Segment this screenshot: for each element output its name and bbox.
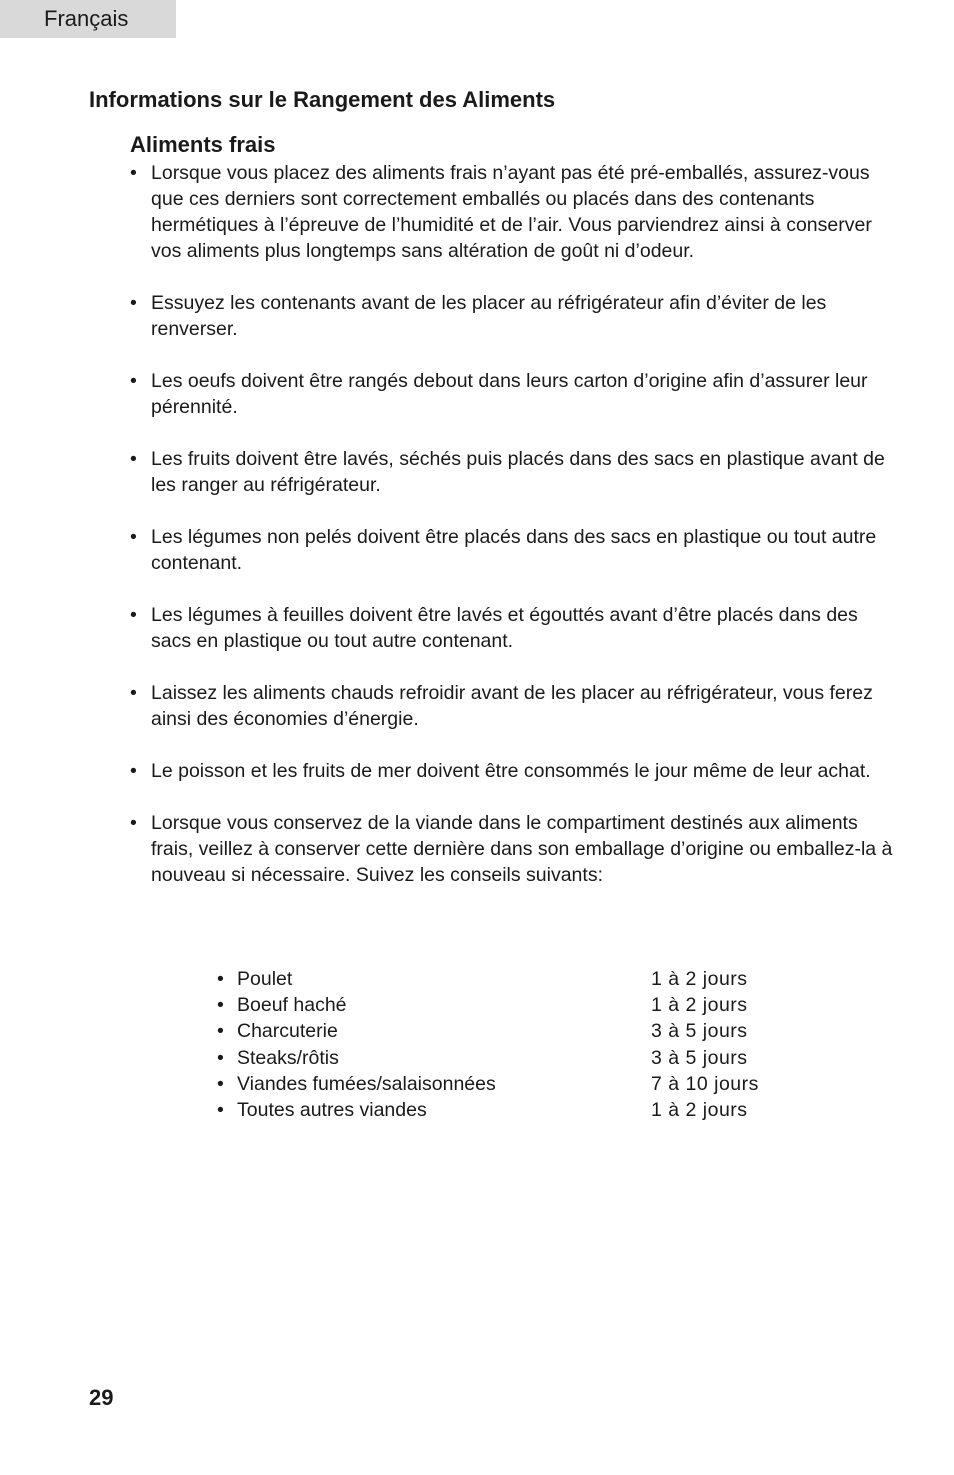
list-item-text: Laissez les aliments chauds refroidir avant de les placer au réfrigérateur, vous ferez ainsi des économies d’énergie.	[151, 682, 873, 730]
storage-item: Poulet	[237, 968, 293, 990]
list-item-text: Lorsque vous conservez de la viande dans le compartiment destinés aux aliments frais, veillez à conserver cette dernière dans son emballage d’origine ou emballez-la à nouveau si nécessaire. Suivez les conseils suivants:	[151, 812, 893, 886]
storage-row	[217, 1018, 817, 1044]
list-item	[130, 524, 900, 576]
bullet-icon: •	[217, 1046, 224, 1069]
list-item	[130, 290, 900, 342]
storage-row	[217, 1045, 817, 1071]
list-item	[130, 446, 900, 498]
bullet-icon: •	[217, 1072, 224, 1095]
storage-row	[217, 992, 817, 1018]
bullet-icon: •	[130, 292, 137, 314]
storage-item: Boeuf haché	[237, 994, 347, 1017]
storage-item: Steaks/rôtis	[237, 1046, 339, 1069]
list-item	[130, 758, 900, 784]
storage-row	[217, 966, 817, 992]
list-item	[130, 602, 900, 654]
list-item-text: Lorsque vous placez des aliments frais n’ayant pas été pré-emballés, assurez-vous que ces derniers sont correctement emballés ou placés dans des contenants hermétiques à l’épreuve de l’humidité et de l’air. Vous parviendrez ainsi à conserver vos aliments plus longtemps sans altération de goût ni d’odeur.	[151, 162, 872, 262]
bullet-icon: •	[217, 968, 224, 990]
list-item-text: Les oeufs doivent être rangés debout dans leurs carton d’origine afin d’assurer leur pérennité.	[151, 370, 868, 418]
bullet-icon: •	[217, 1098, 224, 1121]
bullet-icon: •	[130, 760, 137, 782]
bullet-icon: •	[130, 812, 137, 834]
storage-duration: 1 à 2 jours	[651, 1098, 748, 1121]
list-item-text: Les légumes non pelés doivent être placés dans des sacs en plastique ou tout autre contenant.	[151, 526, 877, 574]
subsection-title: Aliments frais	[130, 132, 276, 157]
meat-storage-table	[217, 966, 817, 1123]
list-item-text: Les fruits doivent être lavés, séchés puis placés dans des sacs en plastique avant de les ranger au réfrigérateur.	[151, 448, 885, 496]
section-title: Informations sur le Rangement des Aliments	[89, 87, 556, 112]
storage-item: Charcuterie	[237, 1020, 338, 1043]
storage-duration: 3 à 5 jours	[651, 1046, 748, 1069]
bullet-icon: •	[130, 370, 137, 392]
list-item-text: Les légumes à feuilles doivent être lavés et égouttés avant d’être placés dans des sacs en plastique ou tout autre contenant.	[151, 604, 858, 652]
bullet-icon: •	[130, 162, 137, 184]
storage-duration: 3 à 5 jours	[651, 1020, 748, 1043]
page-number: 29	[89, 1385, 114, 1410]
list-item	[130, 680, 900, 732]
bullet-icon: •	[217, 994, 224, 1017]
storage-duration: 1 à 2 jours	[651, 968, 748, 990]
list-item-text: Essuyez les contenants avant de les placer au réfrigérateur afin d’éviter de les renverser.	[151, 292, 827, 340]
storage-item: Viandes fumées/salaisonnées	[237, 1072, 496, 1095]
list-item	[130, 810, 900, 888]
storage-row	[217, 1097, 817, 1123]
language-tab: Français	[0, 0, 176, 38]
fresh-food-tips-list	[130, 160, 900, 914]
storage-duration: 7 à 10 jours	[651, 1072, 759, 1095]
bullet-icon: •	[217, 1020, 224, 1043]
storage-duration: 1 à 2 jours	[651, 994, 748, 1017]
storage-item: Toutes autres viandes	[237, 1098, 427, 1121]
bullet-icon: •	[130, 448, 137, 470]
list-item	[130, 160, 900, 264]
bullet-icon: •	[130, 604, 137, 626]
bullet-icon: •	[130, 526, 137, 548]
list-item-text: Le poisson et les fruits de mer doivent être consommés le jour même de leur achat.	[151, 760, 871, 782]
bullet-icon: •	[130, 682, 137, 704]
storage-row	[217, 1071, 817, 1097]
list-item	[130, 368, 900, 420]
